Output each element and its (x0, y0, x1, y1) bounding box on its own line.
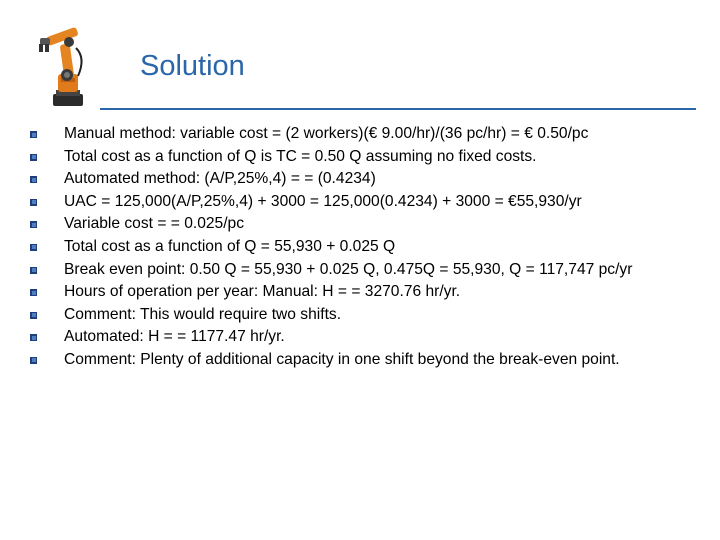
list-item (30, 191, 700, 213)
bullet-text: Break even point: 0.50 Q = 55,930 + 0.025 Q, 0.475Q = 55,930, Q = 117,747 pc/yr (64, 260, 633, 278)
square-bullet-icon (30, 289, 37, 296)
square-bullet-icon (30, 357, 37, 364)
list-item (30, 304, 700, 326)
list-item (30, 236, 700, 258)
square-bullet-icon (30, 312, 37, 319)
title-underline (100, 108, 696, 110)
bullet-list (30, 123, 700, 372)
bullet-text: UAC = 125,000(A/P,25%,4) + 3000 = 125,000(0.4234) + 3000 = €55,930/yr (64, 192, 582, 210)
square-bullet-icon (30, 221, 37, 228)
list-item (30, 326, 700, 348)
list-item (30, 123, 700, 145)
square-bullet-icon (30, 244, 37, 251)
industrial-robot-arm-icon (36, 18, 96, 110)
square-bullet-icon (30, 267, 37, 274)
bullet-text: Comment: Plenty of additional capacity in one shift beyond the break-even point. (64, 350, 620, 368)
square-bullet-icon (30, 334, 37, 341)
bullet-text: Comment: This would require two shifts. (64, 305, 342, 323)
square-bullet-icon (30, 131, 37, 138)
list-item (30, 349, 700, 371)
slide-title: Solution (140, 50, 245, 82)
bullet-text: Total cost as a function of Q = 55,930 + 0.025 Q (64, 237, 396, 255)
bullet-text: Total cost as a function of Q is TC = 0.50 Q assuming no fixed costs. (64, 147, 537, 165)
bullet-text: Automated: H = = 1177.47 hr/yr. (64, 328, 285, 346)
list-item (30, 146, 700, 168)
square-bullet-icon (30, 176, 37, 183)
list-item (30, 213, 700, 235)
square-bullet-icon (30, 154, 37, 161)
list-item (30, 281, 700, 303)
list-item (30, 259, 700, 281)
list-item (30, 168, 700, 190)
bullet-text: Automated method: (A/P,25%,4) = = (0.4234) (64, 170, 376, 188)
bullet-text: Hours of operation per year: Manual: H = = 3270.76 hr/yr. (64, 283, 461, 301)
bullet-text: Variable cost = = 0.025/pc (64, 215, 245, 233)
square-bullet-icon (30, 199, 37, 206)
bullet-text: Manual method: variable cost = (2 workers)(€ 9.00/hr)/(36 pc/hr) = € 0.50/pc (64, 125, 589, 142)
